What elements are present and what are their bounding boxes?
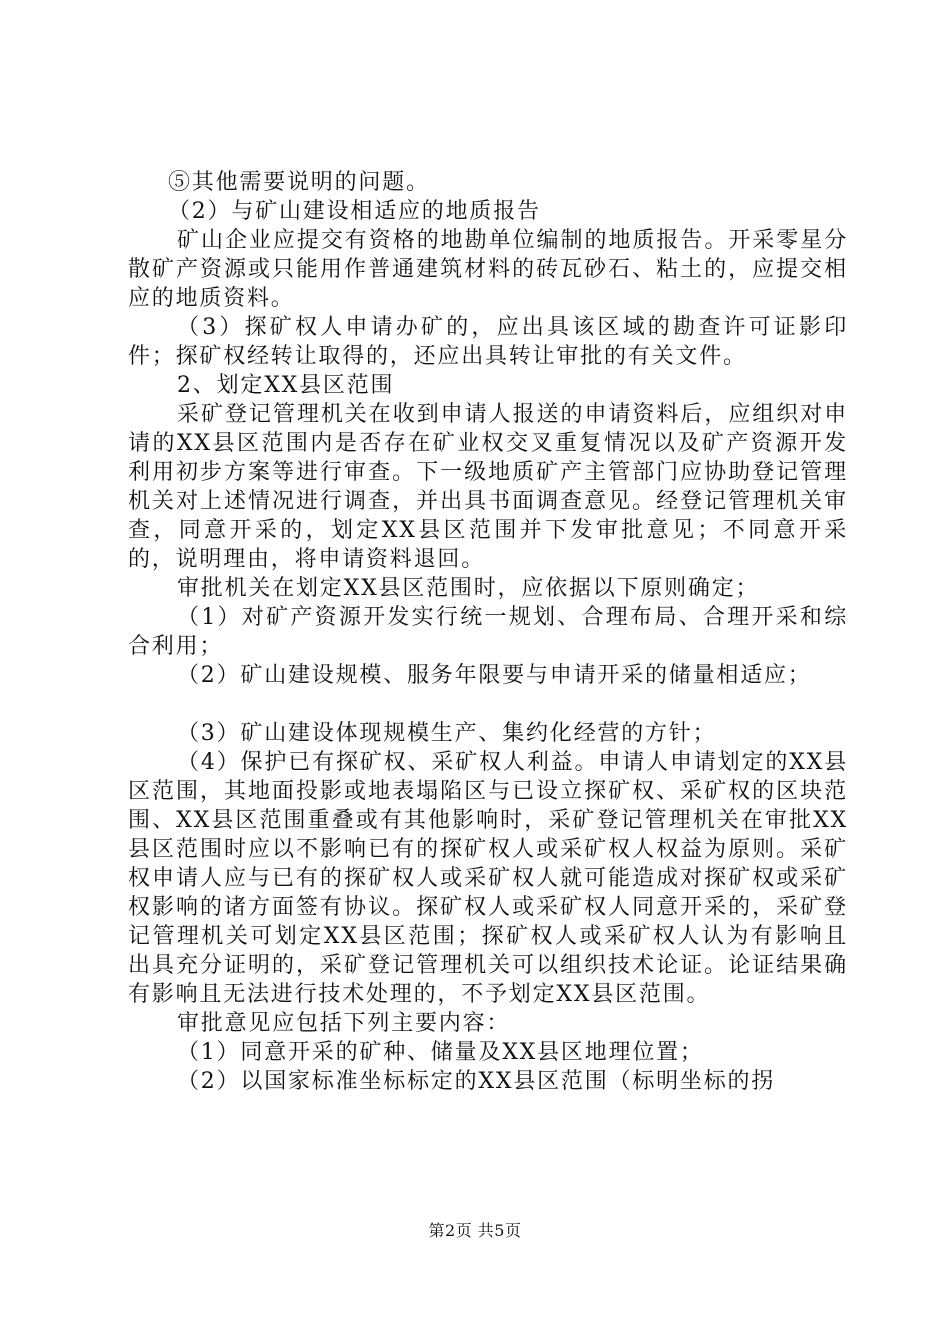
paragraph-principles-intro: 审批机关在划定XX县区范围时，应依据以下原则确定； xyxy=(177,576,760,601)
paragraph-exploration-permit: （3）探矿权人申请办矿的，应出具该区域的勘查许可证影印件；探矿权经转让取得的，还应出具转让审批的有关文件。 xyxy=(128,315,848,369)
page-number-footer: 第2页 共5页 xyxy=(428,1221,522,1240)
document-body xyxy=(128,168,848,1096)
paragraph-geology-report: 矿山企业应提交有资格的地勘单位编制的地质报告。开采零星分散矿产资源或只能用作普通建筑材料的砖瓦砂石、粘土的，应提交相应的地质资料。 xyxy=(128,228,848,311)
paragraph-principle-4: （4）保护已有探矿权、采矿权人利益。申请人申请划定的XX县区范围，其地面投影或地表塌陷区与已设立探矿权、采矿权的区块范围、XX县区范围重叠或有其他影响时，采矿登记管理机关在审批XX县区范围时应以不影响已有的探矿权人或采矿权人权益为原则。采矿权申请人应与已有的探矿权人或采矿权人就可能造成对探矿权或采矿权影响的诸方面签有协议。探矿权人或采矿权人同意开采的，采矿登记管理机关可划定XX县区范围；探矿权人或采矿权人认为有影响且出具充分证明的，采矿登记管理机关可以组织技术论证。论证结果确有影响且无法进行技术处理的，不予划定XX县区范围。 xyxy=(128,750,848,1007)
paragraph-approval-item-1: （1）同意开采的矿种、储量及XX县区地理位置； xyxy=(177,1040,704,1065)
paragraph-approval-contents-intro: 审批意见应包括下列主要内容： xyxy=(177,1011,511,1036)
paragraph-principle-1: （1）对矿产资源开发实行统一规划、合理布局、合理开采和综合利用； xyxy=(128,605,848,659)
paragraph-principle-2: （2）矿山建设规模、服务年限要与申请开采的储量相适应； xyxy=(177,663,812,688)
paragraph-item-5: ⑤其他需要说明的问题。 xyxy=(168,170,430,195)
paragraph-approval-item-2: （2）以国家标准坐标标定的XX县区范围（标明坐标的拐 xyxy=(177,1069,776,1094)
paragraph-principle-3: （3）矿山建设体现规模生产、集约化经营的方针； xyxy=(177,721,717,746)
section-heading-delimit-area: 2、划定XX县区范围 xyxy=(177,373,395,398)
paragraph-review-process: 采矿登记管理机关在收到申请人报送的申请资料后，应组织对申请的XX县区范围内是否存在矿业权交叉重复情况以及矿产资源开发利用初步方案等进行审查。下一级地质矿产主管部门应协助登记管理机关对上述情况进行调查，并出具书面调查意见。经登记管理机关审查，同意开采的，划定XX县区范围并下发审批意见；不同意开采的，说明理由，将申请资料退回。 xyxy=(128,402,848,572)
paragraph-geology-report-heading: （2）与矿山建设相适应的地质报告 xyxy=(168,199,541,224)
